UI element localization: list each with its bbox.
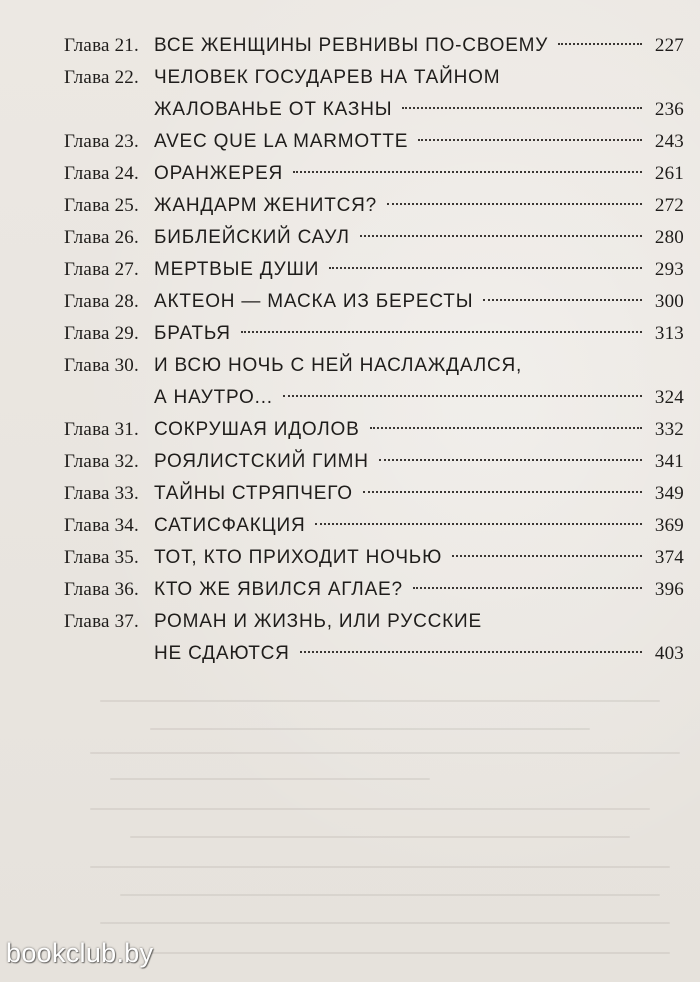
chapter-number <box>64 542 154 574</box>
chapter-title: А НАУТРО... <box>154 387 273 408</box>
chapter-number <box>64 414 154 446</box>
toc-entry <box>64 510 684 542</box>
toc-entry-line <box>64 30 684 62</box>
chapter-word: Глава <box>64 483 110 504</box>
chapter-number <box>64 286 154 318</box>
chapter-num: 32. <box>114 451 139 472</box>
page-number: 341 <box>654 451 684 472</box>
chapter-title: ОРАНЖЕРЕЯ <box>154 163 284 184</box>
dot-leader <box>402 107 642 109</box>
chapter-num: 24. <box>114 163 139 184</box>
page-number: 280 <box>654 227 684 248</box>
chapter-word: Глава <box>64 163 110 184</box>
chapter-title: МЕРТВЫЕ ДУШИ <box>154 259 320 280</box>
dot-leader <box>387 203 642 205</box>
chapter-word: Глава <box>64 195 110 216</box>
page-number: 300 <box>654 291 684 312</box>
chapter-title: КТО ЖЕ ЯВИЛСЯ АГЛАЕ? <box>154 579 403 600</box>
page-number: 293 <box>654 259 684 280</box>
chapter-num: 30. <box>114 355 139 376</box>
chapter-number <box>64 222 154 254</box>
dot-leader <box>558 43 642 45</box>
toc-entry <box>64 190 684 222</box>
chapter-title: НЕ СДАЮТСЯ <box>154 643 290 664</box>
page-number: 403 <box>654 643 684 664</box>
chapter-num: 34. <box>114 515 139 536</box>
chapter-word: Глава <box>64 131 110 152</box>
chapter-number <box>64 190 154 222</box>
page-number: 243 <box>654 131 684 152</box>
toc-entry-line <box>64 254 684 286</box>
page-number: 324 <box>654 387 684 408</box>
toc-entry <box>64 446 684 478</box>
chapter-title: AVEC QUE LA MARMOTTE <box>154 131 409 152</box>
chapter-number <box>64 510 154 542</box>
chapter-title: РОЯЛИСТСКИЙ ГИМН <box>154 451 369 472</box>
toc-entry-line <box>64 478 684 510</box>
page-number: 332 <box>654 419 684 440</box>
chapter-title: БИБЛЕЙСКИЙ САУЛ <box>154 227 350 248</box>
toc-entry <box>64 318 684 350</box>
page-number: 227 <box>654 35 684 56</box>
toc-entry <box>64 158 684 190</box>
dot-leader <box>483 299 642 301</box>
chapter-word: Глава <box>64 515 110 536</box>
toc-entry-line <box>64 62 684 94</box>
chapter-title: РОМАН И ЖИЗНЬ, ИЛИ РУССКИЕ <box>154 611 482 632</box>
toc-entry <box>64 606 684 670</box>
toc-entry <box>64 542 684 574</box>
chapter-title: ЖАНДАРМ ЖЕНИТСЯ? <box>154 195 378 216</box>
toc-entry-line <box>64 638 684 670</box>
chapter-title: САТИСФАКЦИЯ <box>154 515 306 536</box>
toc-entry <box>64 62 684 126</box>
toc-entry-line <box>64 382 684 414</box>
toc-entry-line <box>64 446 684 478</box>
chapter-word: Глава <box>64 323 110 344</box>
toc-entry-line <box>64 126 684 158</box>
chapter-word: Глава <box>64 35 110 56</box>
chapter-title: ЧЕЛОВЕК ГОСУДАРЕВ НА ТАЙНОМ <box>154 67 501 88</box>
chapter-word: Глава <box>64 291 110 312</box>
toc-entry <box>64 254 684 286</box>
dot-leader <box>241 331 642 333</box>
chapter-word: Глава <box>64 259 110 280</box>
chapter-num: 25. <box>114 195 139 216</box>
toc-entry <box>64 222 684 254</box>
chapter-num: 35. <box>114 547 139 568</box>
chapter-num: 21. <box>114 35 139 56</box>
chapter-word: Глава <box>64 227 110 248</box>
dot-leader <box>315 523 642 525</box>
page-number: 272 <box>654 195 684 216</box>
toc-entry-line <box>64 94 684 126</box>
toc-entry-line <box>64 414 684 446</box>
toc-entry-line <box>64 350 684 382</box>
chapter-number <box>64 30 154 62</box>
chapter-num: 28. <box>114 291 139 312</box>
chapter-num: 36. <box>114 579 139 600</box>
chapter-num: 29. <box>114 323 139 344</box>
chapter-title: ЖАЛОВАНЬЕ ОТ КАЗНЫ <box>154 99 393 120</box>
chapter-title: ТАЙНЫ СТРЯПЧЕГО <box>154 483 353 504</box>
chapter-title: СОКРУШАЯ ИДОЛОВ <box>154 419 360 440</box>
chapter-number <box>64 606 154 638</box>
page-number: 369 <box>654 515 684 536</box>
toc-entry-line <box>64 158 684 190</box>
dot-leader <box>293 171 642 173</box>
chapter-num: 33. <box>114 483 139 504</box>
chapter-number <box>64 478 154 510</box>
chapter-title: БРАТЬЯ <box>154 323 231 344</box>
page-number: 374 <box>654 547 684 568</box>
dot-leader <box>329 267 642 269</box>
dot-leader <box>379 459 642 461</box>
chapter-num: 26. <box>114 227 139 248</box>
dot-leader <box>360 235 642 237</box>
toc-entry-line <box>64 190 684 222</box>
chapter-word: Глава <box>64 579 110 600</box>
toc-entry <box>64 30 684 62</box>
page-number: 236 <box>654 99 684 120</box>
toc-entry-line <box>64 318 684 350</box>
chapter-num: 37. <box>114 611 139 632</box>
toc-entry-line <box>64 542 684 574</box>
chapter-number <box>64 318 154 350</box>
chapter-number <box>64 62 154 94</box>
dot-leader <box>413 587 642 589</box>
toc-entry-line <box>64 222 684 254</box>
chapter-number <box>64 158 154 190</box>
chapter-title: ВСЕ ЖЕНЩИНЫ РЕВНИВЫ ПО-СВОЕМУ <box>154 35 549 56</box>
page-number: 396 <box>654 579 684 600</box>
toc-entry-line <box>64 574 684 606</box>
chapter-num: 23. <box>114 131 139 152</box>
chapter-num: 22. <box>114 67 139 88</box>
toc-entry <box>64 126 684 158</box>
dot-leader <box>300 651 642 653</box>
chapter-number <box>64 350 154 382</box>
dot-leader <box>370 427 642 429</box>
chapter-word: Глава <box>64 67 110 88</box>
page-number: 313 <box>654 323 684 344</box>
toc-entry <box>64 350 684 414</box>
chapter-word: Глава <box>64 547 110 568</box>
page-number: 261 <box>654 163 684 184</box>
page-number: 349 <box>654 483 684 504</box>
dot-leader <box>283 395 642 397</box>
toc-entry-line <box>64 510 684 542</box>
chapter-title: И ВСЮ НОЧЬ С НЕЙ НАСЛАЖДАЛСЯ, <box>154 355 523 376</box>
chapter-number <box>64 126 154 158</box>
watermark: bookclub.by <box>6 938 154 968</box>
chapter-number <box>64 254 154 286</box>
chapter-title: ТОТ, КТО ПРИХОДИТ НОЧЬЮ <box>154 547 443 568</box>
toc-entry <box>64 286 684 318</box>
chapter-number <box>64 446 154 478</box>
chapter-word: Глава <box>64 419 110 440</box>
toc-entry-line <box>64 606 684 638</box>
chapter-word: Глава <box>64 355 110 376</box>
chapter-number <box>64 574 154 606</box>
chapter-word: Глава <box>64 611 110 632</box>
dot-leader <box>363 491 642 493</box>
dot-leader <box>452 555 642 557</box>
bleed-through-text <box>90 690 690 970</box>
toc-entry <box>64 574 684 606</box>
chapter-title: АКТЕОН — МАСКА ИЗ БЕРЕСТЫ <box>154 291 474 312</box>
chapter-num: 31. <box>114 419 139 440</box>
toc-entry <box>64 478 684 510</box>
toc-entry <box>64 414 684 446</box>
chapter-word: Глава <box>64 451 110 472</box>
toc-entry-line <box>64 286 684 318</box>
table-of-contents <box>64 30 684 670</box>
dot-leader <box>418 139 642 141</box>
chapter-num: 27. <box>114 259 139 280</box>
